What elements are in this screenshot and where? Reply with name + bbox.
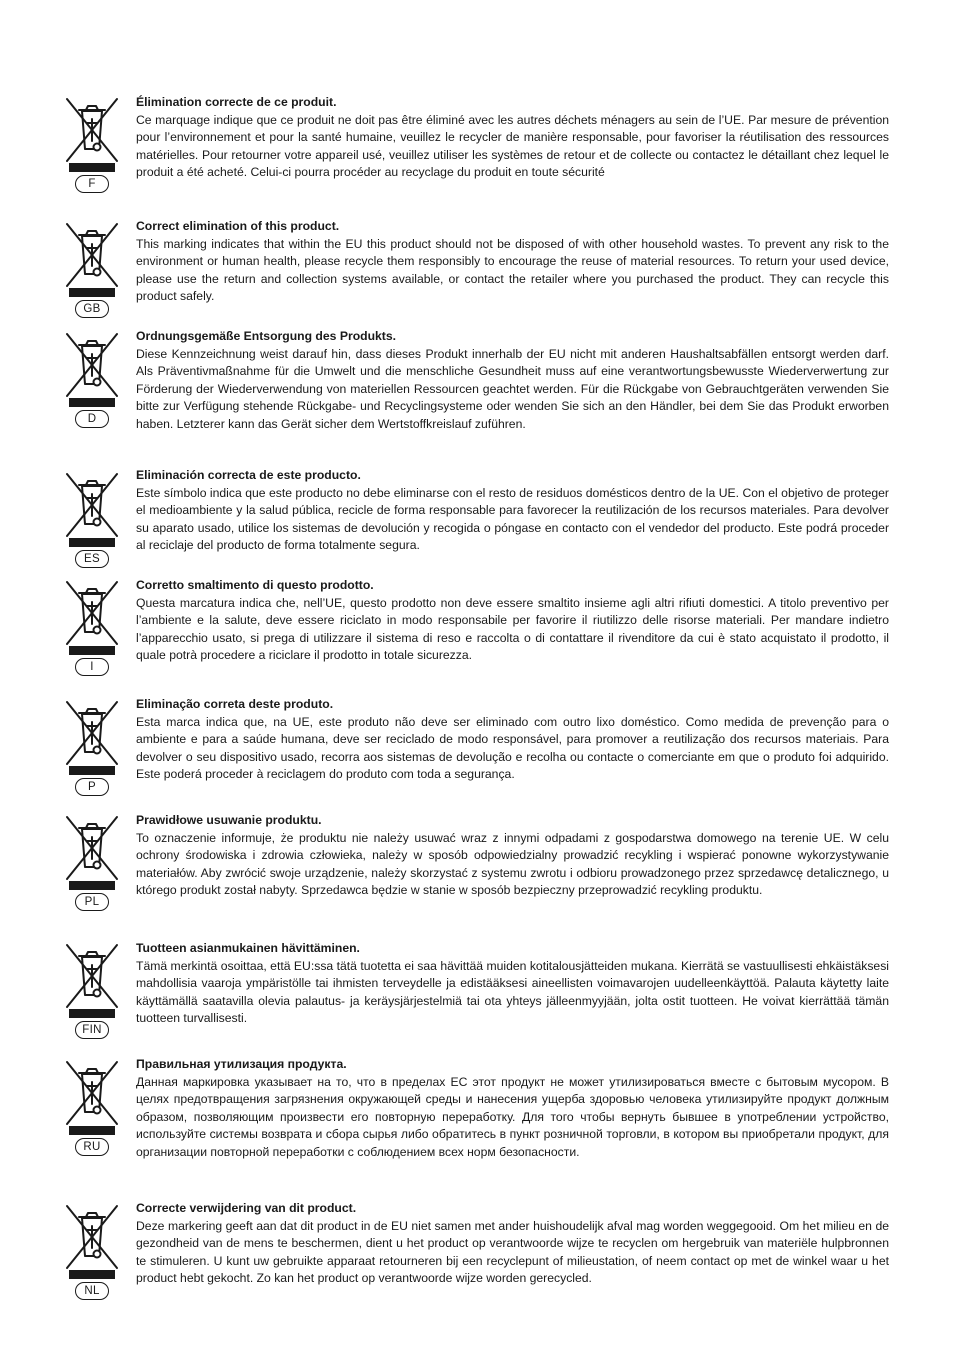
section-text (136, 812, 889, 900)
country-code-badge: FIN (75, 1021, 109, 1039)
section-title: Ordnungsgemäße Entsorgung des Produkts. (136, 329, 397, 343)
crossed-out-wheelie-bin-icon (64, 1204, 120, 1270)
section-text (136, 328, 889, 434)
weee-bar (69, 1270, 115, 1279)
section-body: Questa marcatura indica che, nell’UE, questo prodotto non deve essere smaltito insieme agli altri rifiuti domestici. A titolo preventivo per l’ambiente e la salute, deve essere riciclato in modo responsabile per favorire il riutilizzo delle risorse materiali. Per mandare indietro l’apparecchio usato, si prega di utilizzare il sistema di reso e raccolta o di contattare il rivenditore da cui è stato acquistato il prodotto, il quale potrà procedere a riciclare il prodotto in totale sicurezza. (136, 595, 889, 663)
weee-symbol (64, 943, 120, 1039)
section-title: Eliminación correcta de este producto. (136, 468, 361, 482)
section-title: Correcte verwijdering van dit product. (136, 1201, 357, 1215)
weee-symbol (64, 815, 120, 911)
country-code-badge: NL (75, 1282, 109, 1300)
section-text (136, 1056, 889, 1162)
section-body: Diese Kennzeichnung weist darauf hin, dass dieses Produkt innerhalb der EU nicht mit anderen Haushaltsabfällen entsorgt werden darf. Als Präventivmaßnahme für die Umwelt und die menschliche Gesundheit muss auf eine verantwortungsbewusste Wiederverwertung zur Förderung der Wiederverwendung von materiellen Ressourcen geachtet werden. Für die Rückgabe von Gebrauchtgeräten verwenden Sie bitte zur Verfügung stehende Rückgabe- und Recyclingsysteme oder wenden Sie sich an den Händler, bei dem Sie das Produkt erworben haben. Letzterer kann das Gerät sicher dem Wertstoffkreislauf zuführen. (136, 346, 889, 431)
weee-bar (69, 163, 115, 172)
weee-symbol (64, 222, 120, 318)
weee-bar (69, 1009, 115, 1018)
country-code-badge: F (75, 175, 109, 193)
weee-bar (69, 288, 115, 297)
weee-symbol (64, 332, 120, 428)
country-code-badge: ES (75, 550, 109, 568)
section-body: Данная маркировка указывает на то, что в пределах ЕС этот продукт не может утилизироваться вместе с бытовым мусором. В целях предотвращения загрязнения окружающей среды и нанесения ущерба здоровью человека утилизируйте продукт должным образом, позволяющим произвести его повторную переработку. Для того чтобы вернуть бывшее в употреблении устройство, используйте системы возврата и сбора сырья либо обратитесь в пункт розничной торговли, в котором вы приобретали продукт, для организации повторной переработки с соблюдением всех норм безопасности. (136, 1074, 889, 1159)
weee-bar (69, 538, 115, 547)
country-code-badge: D (75, 410, 109, 428)
weee-symbol (64, 1204, 120, 1300)
crossed-out-wheelie-bin-icon (64, 580, 120, 646)
section-body: Tämä merkintä osoittaa, että EU:ssa tätä tuotetta ei saa hävittää muiden kotitalousjätteiden mukana. Kierrätä se vastuullisesti ehkäistäksesi mahdollisia vaaroja ympäristölle tai ihmisten terveydelle ja edistääksesi aineellisten voimavarojen uudelleenkäyttöä. Palauta käytetty laite käyttämällä saatavilla olevia palautus- ja keräysjärjestelmiä tai ota yhteys jälleenmyyjään, jolta ostit tuotteen. He voivat kierrättää tämän tuotteen turvallisesti. (136, 958, 889, 1026)
crossed-out-wheelie-bin-icon (64, 1060, 120, 1126)
section-body: To oznaczenie informuje, że produktu nie należy usuwać wraz z innymi odpadami z gospodarstwa domowego na terenie UE. W celu ochrony środowiska i zdrowia człowieka, należy w sposób odpowiedzialny prowadzić recykling i wspierać ponowne wykorzystywanie materiałów. Aby zwrócić swoje urządzenie, należy skorzystać z systemu zwrotu i odbioru prowadzonego przez sprzedawcę detalicznego, u którego produkt został nabyty. Sprzedawca będzie w stanie w sposób bezpieczny przeprowadzić recykling produktu. (136, 830, 889, 898)
weee-bar (69, 646, 115, 655)
section-title: Correct elimination of this product. (136, 219, 340, 233)
section-title: Правильная утилизация продукта. (136, 1057, 347, 1071)
weee-symbol (64, 700, 120, 796)
section-text (136, 467, 889, 555)
crossed-out-wheelie-bin-icon (64, 472, 120, 538)
section-text (136, 577, 889, 665)
weee-bar (69, 881, 115, 890)
weee-bar (69, 398, 115, 407)
section-body: Ce marquage indique que ce produit ne doit pas être éliminé avec les autres déchets ménagers au sein de l’UE. Par mesure de prévention pour l’environnement et pour la santé humaine, veuillez le recycler de manière responsable, pour favoriser la réutilisation des ressources matérielles. Pour retourner votre appareil usé, veuillez utiliser les systèmes de retour et de collecte ou contactez le détaillant chez lequel le produit a été acheté. Celui-ci pourra procéder au recyclage du produit en toute sécurité (136, 112, 889, 180)
crossed-out-wheelie-bin-icon (64, 222, 120, 288)
section-title: Prawidłowe usuwanie produktu. (136, 813, 322, 827)
section-text (136, 696, 889, 784)
country-code-badge: I (75, 658, 109, 676)
country-code-badge: PL (75, 893, 109, 911)
weee-symbol (64, 97, 120, 193)
section-body: Este símbolo indica que este producto no debe eliminarse con el resto de residuos domésticos dentro de la UE. Con el objetivo de proteger el medioambiente y la salud pública, recicle de forma responsable para favorecer la reutilización de los recursos materiales. Para devolver su aparato usado, utilice los sistemas de devolución y recogida o póngase en contacto con el vendedor del producto. Este podrá proceder al reciclaje del producto de forma totalmente segura. (136, 485, 889, 553)
weee-bar (69, 766, 115, 775)
section-body: Deze markering geeft aan dat dit product in de EU niet samen met ander huishoudelijk afval mag worden weggegooid. Om het milieu en de gezondheid van de mens te beschermen, dient u het product op verantwoorde wijze te recyclen om hergebruik van materiële hulpbronnen te stimuleren. U kunt uw gebruikte apparaat retourneren bij een recyclepunt of milieustation, of neem contact op met de winkel waar u het product hebt gekocht. Zo kan het product op verantwoorde wijze worden gerecycled. (136, 1218, 889, 1286)
crossed-out-wheelie-bin-icon (64, 700, 120, 766)
section-text (136, 94, 889, 182)
section-text (136, 218, 889, 306)
crossed-out-wheelie-bin-icon (64, 97, 120, 163)
country-code-badge: RU (75, 1138, 109, 1156)
section-title: Corretto smaltimento di questo prodotto. (136, 578, 374, 592)
section-title: Tuotteen asianmukainen hävittäminen. (136, 941, 360, 955)
crossed-out-wheelie-bin-icon (64, 332, 120, 398)
section-text (136, 1200, 889, 1288)
crossed-out-wheelie-bin-icon (64, 815, 120, 881)
weee-symbol (64, 580, 120, 676)
country-code-badge: P (75, 778, 109, 796)
weee-symbol (64, 1060, 120, 1156)
crossed-out-wheelie-bin-icon (64, 943, 120, 1009)
section-text (136, 940, 889, 1028)
section-body: Esta marca indica que, na UE, este produto não deve ser eliminado com outro lixo doméstico. Como medida de prevenção para o ambiente e para a saúde humana, deve ser reciclado de modo responsável, para promover a reutilização dos recursos materiais. Para devolver o seu dispositivo usado, recorra aos sistemas de devolução e recolha ou contacte o comerciante em que o produto foi adquirido. Este poderá proceder à reciclagem do produto com toda a segurança. (136, 714, 889, 782)
country-code-badge: GB (75, 300, 109, 318)
section-body: This marking indicates that within the EU this product should not be disposed of with other household wastes. To prevent any risk to the environment or human health, please recycle them responsibly to encourage the reuse of material resources. To return your used device, please use the return and collection systems available, or contact the retailer where you purchased the product. They can recycle this product safely. (136, 236, 889, 304)
section-title: Élimination correcte de ce produit. (136, 95, 337, 109)
section-title: Eliminação correta deste produto. (136, 697, 334, 711)
weee-symbol (64, 472, 120, 568)
weee-bar (69, 1126, 115, 1135)
